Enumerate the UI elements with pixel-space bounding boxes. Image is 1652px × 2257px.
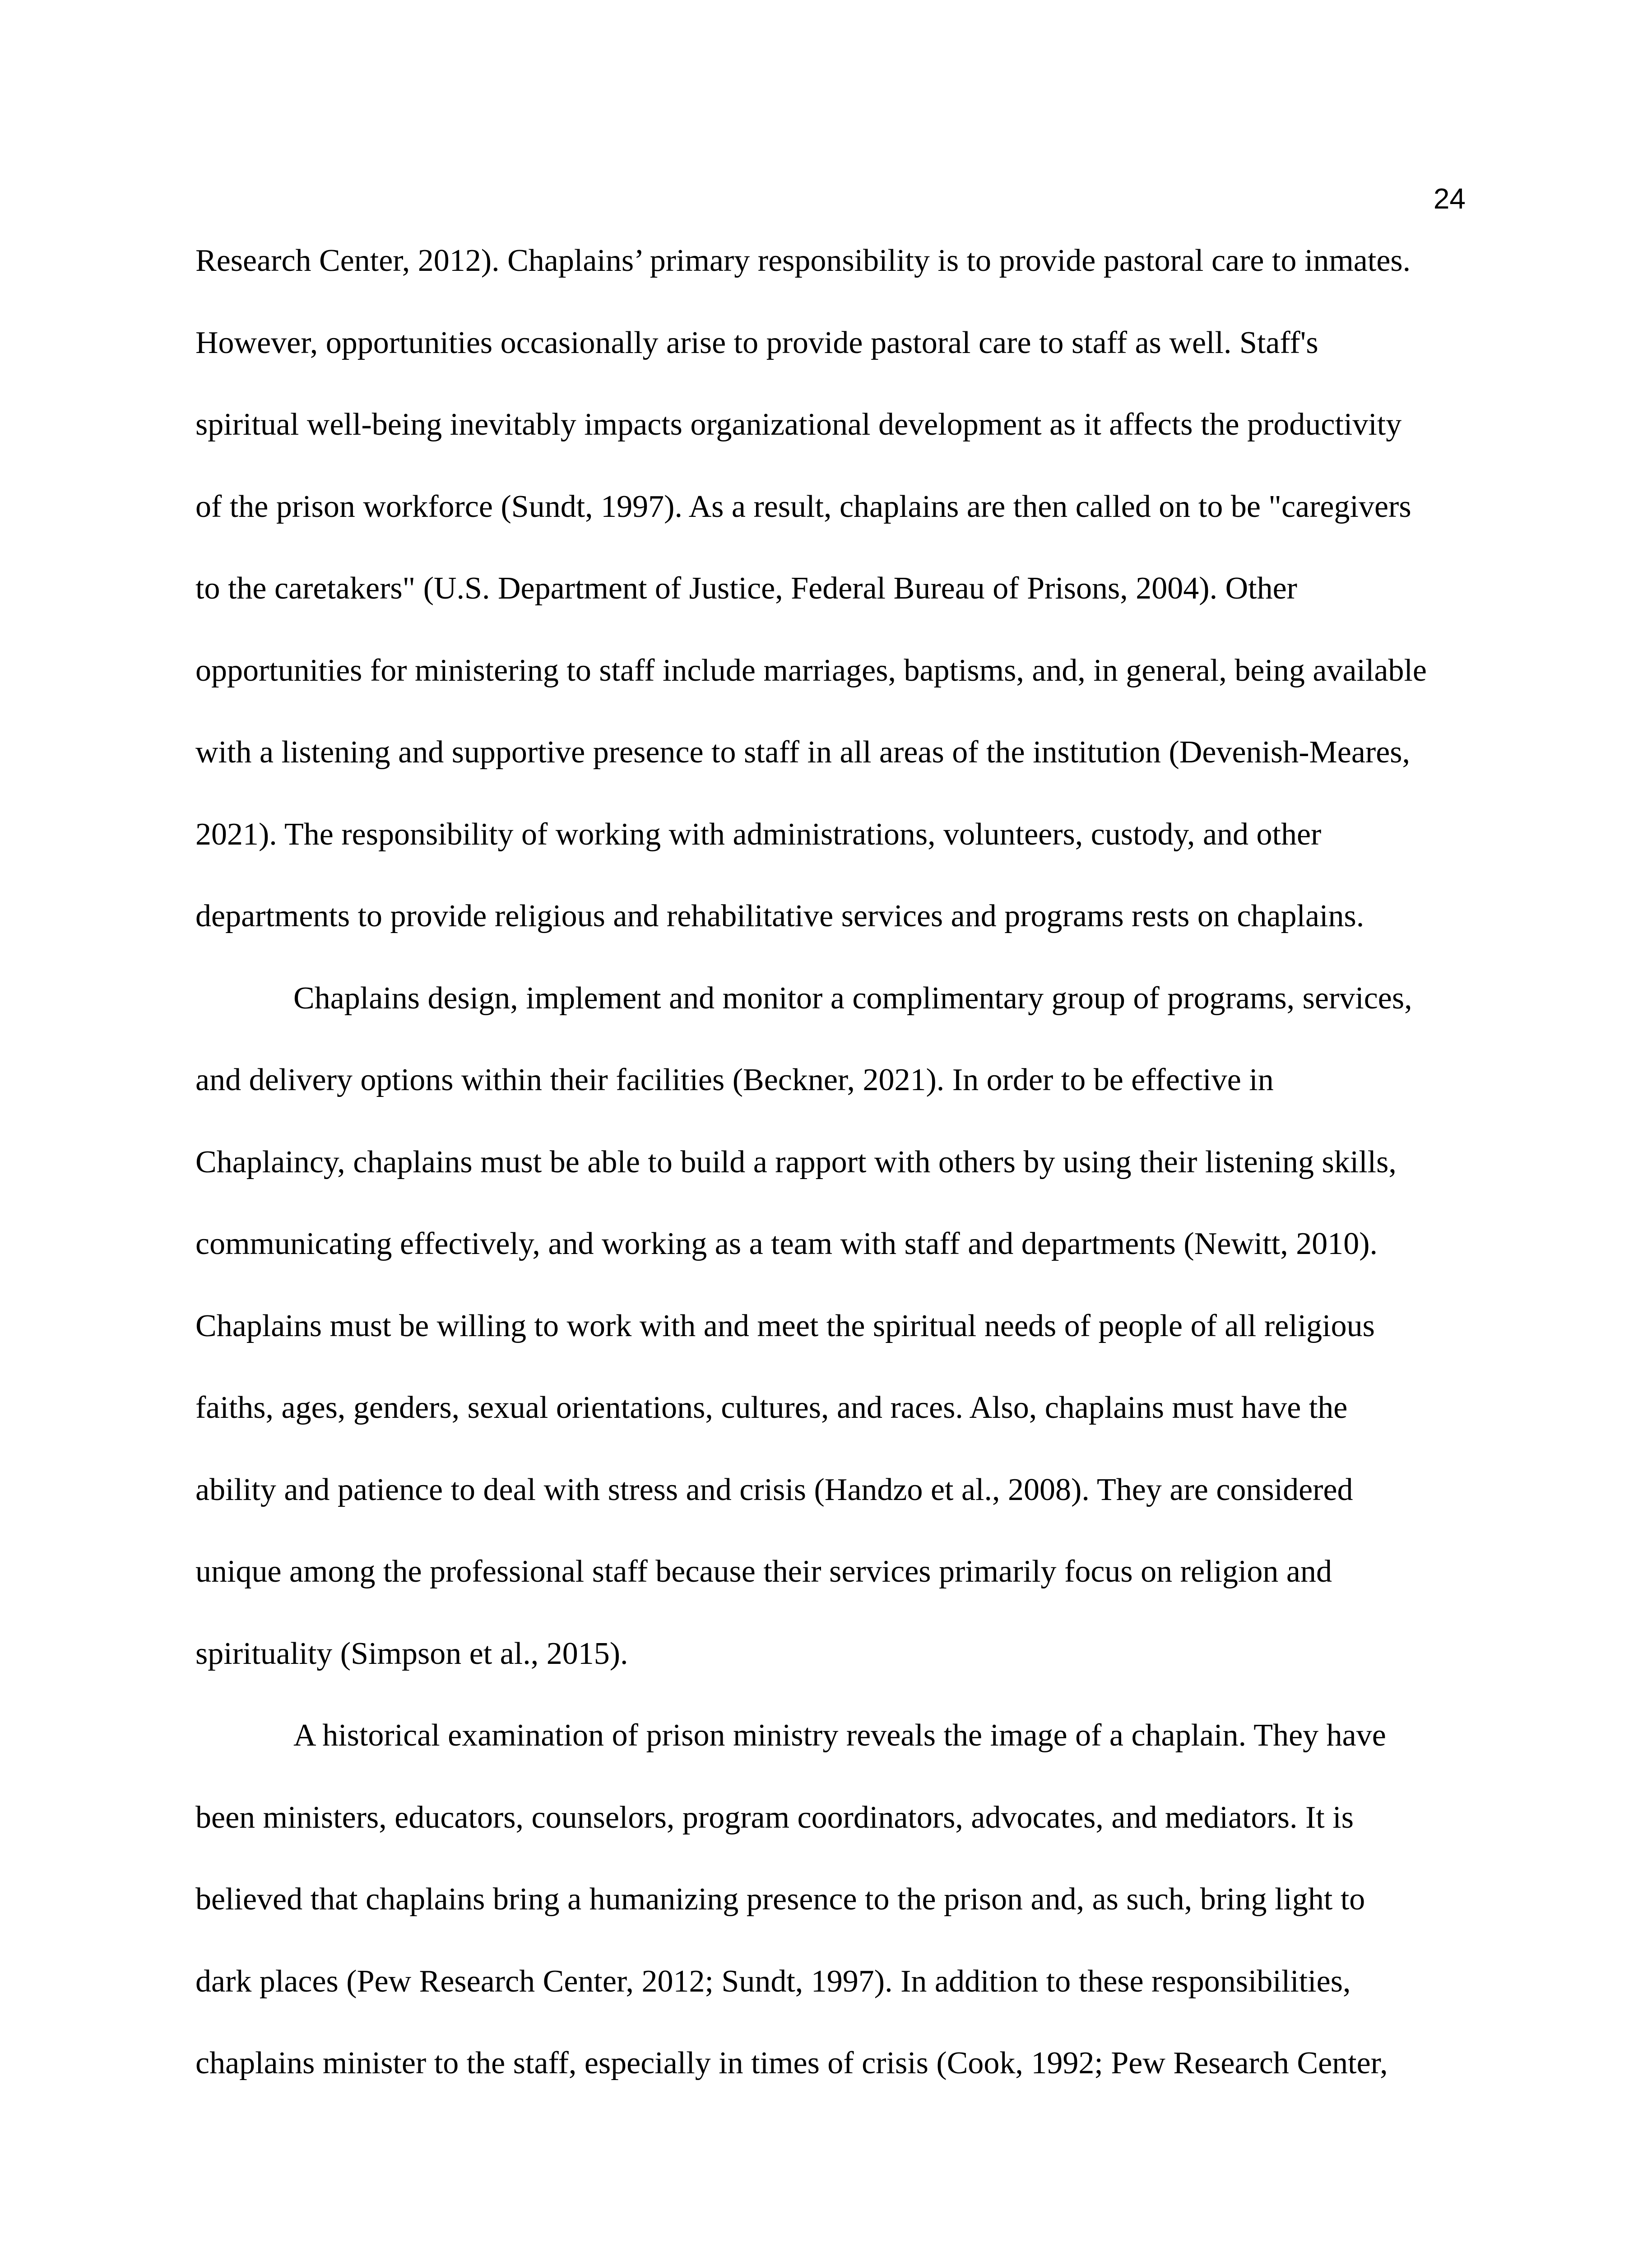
text-line: been ministers, educators, counselors, program coordinators, advocates, and mediators. It is	[195, 1800, 1354, 1835]
text-line: believed that chaplains bring a humanizing presence to the prison and, as such, bring light to	[195, 1882, 1365, 1917]
text-line: However, opportunities occasionally arise to provide pastoral care to staff as well. Staff's	[195, 325, 1318, 360]
paragraph-3	[195, 1695, 1459, 2104]
text-line: faiths, ages, genders, sexual orientations, cultures, and races. Also, chaplains must have the	[195, 1390, 1348, 1425]
text-line: with a listening and supportive presence to staff in all areas of the institution (Devenish-Meares,	[195, 735, 1411, 770]
text-line: Chaplains design, implement and monitor a complimentary group of programs, services,	[293, 980, 1412, 1016]
text-line: ability and patience to deal with stress and crisis (Handzo et al., 2008). They are considered	[195, 1472, 1353, 1507]
text-line: dark places (Pew Research Center, 2012; Sundt, 1997). In addition to these responsibilities,	[195, 1964, 1351, 1999]
text-line: opportunities for ministering to staff include marriages, baptisms, and, in general, being available	[195, 653, 1427, 688]
text-line: Chaplains must be willing to work with and meet the spiritual needs of people of all religious	[195, 1308, 1375, 1343]
text-line: 2021). The responsibility of working with administrations, volunteers, custody, and other	[195, 817, 1322, 852]
page-number: 24	[1433, 182, 1466, 215]
text-line: of the prison workforce (Sundt, 1997). As a result, chaplains are then called on to be "caregivers	[195, 489, 1411, 524]
text-line: Chaplaincy, chaplains must be able to build a rapport with others by using their listening skills,	[195, 1144, 1397, 1180]
text-line: chaplains minister to the staff, especially in times of crisis (Cook, 1992; Pew Research Center,	[195, 2046, 1388, 2081]
body-text	[195, 220, 1459, 2104]
text-line: spiritual well-being inevitably impacts organizational development as it affects the productivity	[195, 407, 1402, 442]
text-line: unique among the professional staff because their services primarily focus on religion and	[195, 1554, 1332, 1589]
paragraph-1	[195, 220, 1459, 957]
text-line: to the caretakers" (U.S. Department of Justice, Federal Bureau of Prisons, 2004). Other	[195, 571, 1297, 606]
text-line: spirituality (Simpson et al., 2015).	[195, 1636, 628, 1671]
text-line: and delivery options within their facilities (Beckner, 2021). In order to be effective in	[195, 1063, 1274, 1097]
text-line: A historical examination of prison ministry reveals the image of a chaplain. They have	[293, 1718, 1386, 1753]
text-line: Research Center, 2012). Chaplains’ primary responsibility is to provide pastoral care to inmates.	[195, 243, 1411, 278]
paragraph-2	[195, 957, 1459, 1695]
text-line: departments to provide religious and rehabilitative services and programs rests on chaplains.	[195, 899, 1364, 933]
text-line: communicating effectively, and working as a team with staff and departments (Newitt, 2010).	[195, 1226, 1378, 1261]
